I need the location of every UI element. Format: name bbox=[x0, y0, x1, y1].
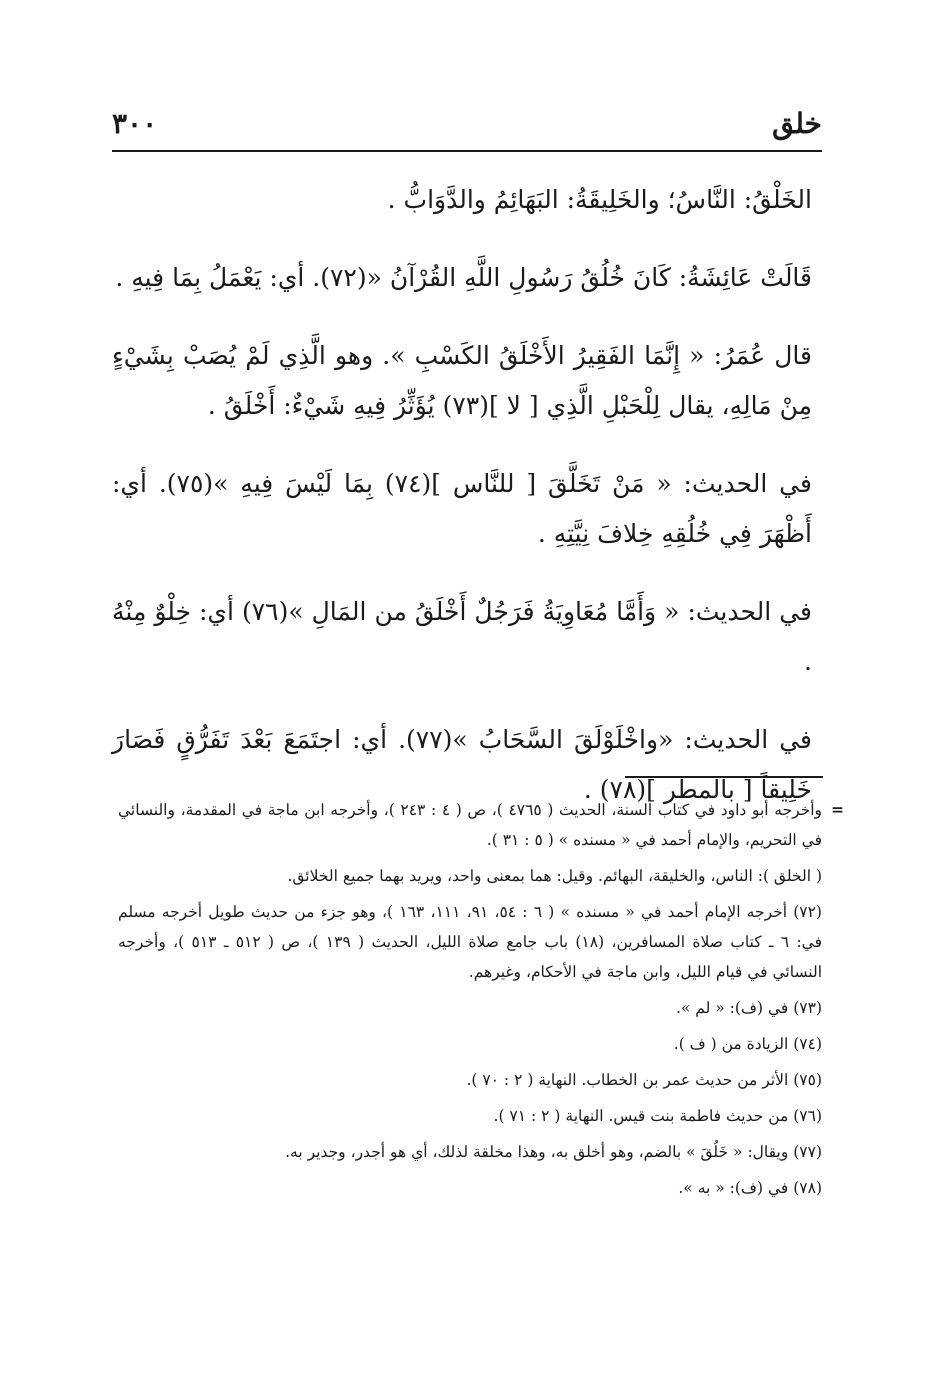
footnote-continuation bbox=[118, 795, 844, 855]
paragraph: في الحديث: «واخْلَوْلَقَ السَّحَابُ »(٧٧). أي: اجتَمَعَ بَعْدَ تَفَرُّقٍ فَصَارَ خَلِيقاً [ بالمطر ](٧٨) . bbox=[112, 725, 812, 804]
page-header bbox=[112, 92, 822, 152]
footnote: (٧٧) ويقال: « خَلُقَ » بالضم، وهو أخلق به، وهذا مخلقة لذلك، أي هو أجدر، وجدير به. bbox=[285, 1143, 822, 1161]
footnote: (٧٢) أخرجه الإمام أحمد في « مسنده » ( ٦ : ٥٤، ٩١، ١١١، ١٦٣ )، وهو جزء من حديث طويل أخرجه مسلم في: ٦ ـ كتاب صلاة المسافرين، (١٨) باب جامع صلاة الليل، الحديث ( ١٣٩ )، ص ( ٥١٢ ـ ٥١٣ )، وأخرجه النسائي في قيام الليل، وابن ماجة في الأحكام، وغيرهم. bbox=[118, 903, 822, 981]
paragraph: في الحديث: « مَنْ تَخَلَّقَ [ للنَّاس ](٧٤) بِمَا لَيْسَ فِيهِ »(٧٥). أي: أَظْهَرَ فِي خُلُقِهِ خِلافَ نِيَّتِهِ . bbox=[112, 469, 812, 548]
footnote: (٧٨) في (ف): « به ». bbox=[678, 1179, 822, 1197]
page-number: ٣٠٠ bbox=[112, 107, 158, 140]
paragraph: في الحديث: « وَأَمَّا مُعَاوِيَةُ فَرَجُلٌ أَخْلَقُ من المَالِ »(٧٦) أي: خِلْوٌ مِنْهُ . bbox=[112, 597, 812, 676]
continuation-mark: = bbox=[831, 800, 844, 819]
footnote-text: وأخرجه أبو داود في كتاب السنة، الحديث ( ٤٧٦٥ )، ص ( ٤ : ٢٤٣ )، وأخرجه ابن ماجة في المقدمة، والنسائي في التحريم، والإمام أحمد في « مسنده » ( ٥ : ٣١ ). bbox=[118, 801, 823, 849]
footnote-text: ( الخلق ): الناس، والخليقة، البهائم. وقيل: هما بمعنى واحد، ويريد بهما جميع الخلائق. bbox=[287, 867, 822, 885]
footnote: (٧٦) من حديث فاطمة بنت قيس. النهاية ( ٢ : ٧١ ). bbox=[493, 1107, 822, 1125]
paragraph: قال عُمَرُ: « إِنَّمَا الفَقِيرُ الأَخْلَقُ الكَسْبِ ». وهو الَّذِي لَمْ يُصَبْ بِشَيْءٍ مِنْ مَالِهِ، يقال لِلْحَبْلِ الَّذِي [ لا ](٧٣) يُؤَثِّرُ فِيهِ شَيْءٌ: أَخْلَقُ . bbox=[112, 341, 812, 420]
footnotes bbox=[118, 795, 844, 1209]
footnote: (٧٥) الأثر من حديث عمر بن الخطاب. النهاية ( ٢ : ٧٠ ). bbox=[466, 1071, 822, 1089]
main-text bbox=[112, 175, 812, 843]
footnote-separator bbox=[625, 776, 823, 778]
running-head: خلق bbox=[772, 107, 822, 140]
paragraph: قَالَتْ عَائِشَةُ: كَانَ خُلُقُ رَسُولِ اللَّهِ القُرْآنُ «(٧٢). أي: يَعْمَلُ بِمَا فِيهِ . bbox=[115, 263, 812, 292]
paragraph: الخَلْقُ: النَّاسُ؛ والخَلِيقَةُ: البَهَائِمُ والدَّوَابُّ . bbox=[387, 185, 812, 214]
footnote: (٧٤) الزيادة من ( ف ). bbox=[673, 1035, 822, 1053]
footnote: (٧٣) في (ف): « لم ». bbox=[675, 999, 822, 1017]
